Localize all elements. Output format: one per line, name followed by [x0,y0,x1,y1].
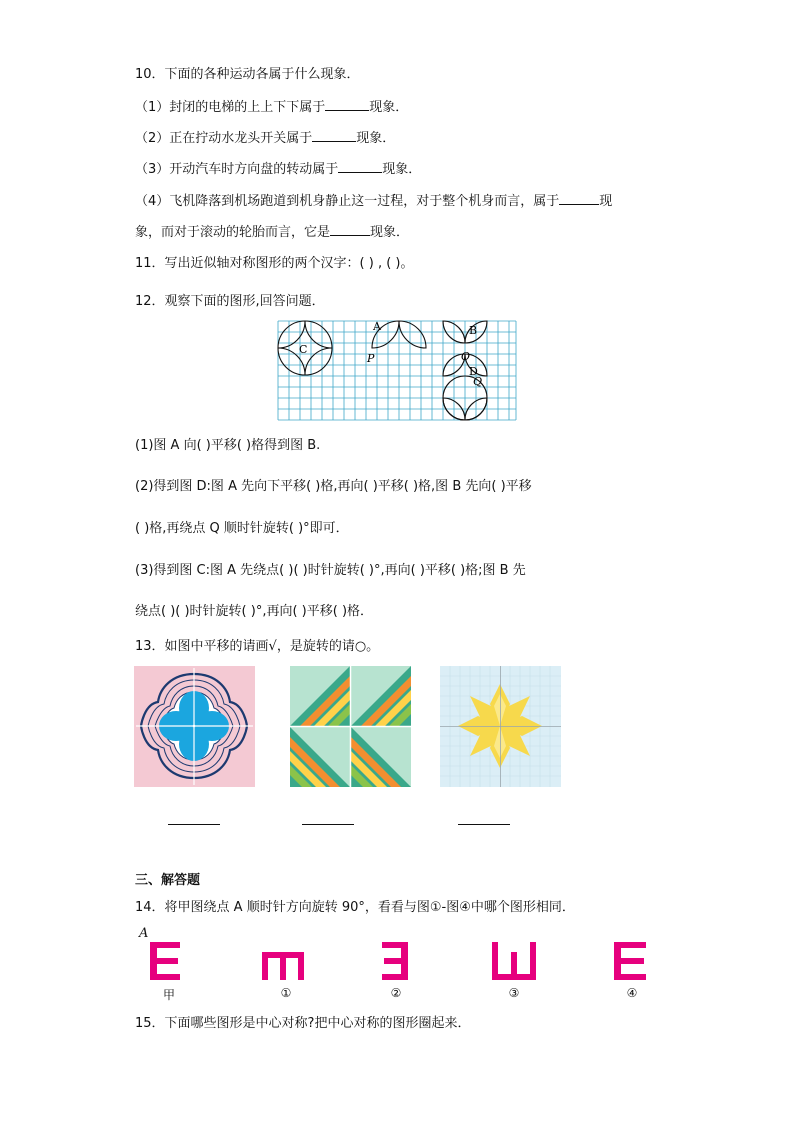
q12-part-3-line2: 绕点( )( )时针旋转( )°,再向( )平移( )格． [135,604,374,619]
q14-figures [140,936,660,984]
label-4: ④ [626,986,638,1000]
section-title: 三、解答题 [135,873,201,888]
figure-3 [492,942,536,980]
q10-item-1-text: （1）封闭的电梯的上上下下属于 [135,100,326,115]
q10-item-4-suffix: 现 [599,194,613,209]
q10-item-4-text: （4）飞机降落到机场跑道到机身静止这一过程，对于整个机身而言，属于 [135,194,560,209]
q10-item-2-suffix: 现象． [356,131,396,146]
q12-title: 12．观察下面的图形,回答问题． [135,294,325,309]
q10-item-4-suffix2: 现象． [370,225,410,240]
q12-grid-figure [277,320,517,421]
q15-title: 15．下面哪些图形是中心对称?把中心对称的图形圈起来． [135,1016,471,1031]
q10-item-1 [135,98,408,117]
figure-1 [262,952,304,980]
q12-part-3-line1: (3)得到图 C:图 A 先绕点( )( )时针旋转( )°,再向( )平移( )格;图 B 先 [135,563,526,578]
label-a: A [373,320,381,333]
label-o: O [461,350,471,363]
q10-item-3-text: （3）开动汽车时方向盘的转动属于 [135,162,339,177]
q10-item-3 [135,160,421,179]
answer-line-3[interactable] [458,824,510,825]
q14-title: 14．将甲图绕点 A 顺时针方向旋转 90°，看看与图①-图④中哪个图形相同． [135,900,575,915]
figure-jia [150,942,180,980]
label-b: B [469,324,478,337]
q10-item-2 [135,129,395,148]
label-d: D [469,365,478,378]
q10-item-4-line2 [135,223,409,242]
answer-line-1[interactable] [168,824,220,825]
q12-part-2-line2: ( )格,再绕点 Q 顺时针旋转( )°即可． [135,521,349,536]
q12-part-2-line1: (2)得到图 D:图 A 先向下平移( )格,再向( )平移( )格,图 B 先向( )平移 [135,479,532,494]
q10-item-4-line1 [135,192,612,211]
label-jia: 甲 [162,988,175,1002]
answer-blank[interactable] [312,129,356,142]
q10-item-4-text2: 象，而对于滚动的轮胎而言，它是 [135,225,331,240]
q13-pattern-flower [134,666,255,787]
label-3: ③ [508,986,520,1000]
q10-item-2-text: （2）正在拧动水龙头开关属于 [135,131,313,146]
figure-2 [382,942,408,980]
q13-title: 13．如图中平移的请画√，是旋转的请○。 [135,639,380,654]
q10-item-3-suffix: 现象． [382,162,422,177]
q10-title: 10．下面的各种运动各属于什么现象． [135,67,360,82]
label-2: ② [390,986,402,1000]
q10-item-1-suffix: 现象． [369,100,409,115]
answer-blank[interactable] [559,192,599,205]
q11-text: 11．写出近似轴对称图形的两个汉字：( ) , ( )。 [135,256,414,271]
figure-4 [614,942,646,980]
q12-part-1: (1)图 A 向( )平移( )格得到图 B. [135,438,321,453]
label-q: Q [473,375,483,388]
answer-blank[interactable] [325,98,369,111]
grid-lines [278,321,516,420]
point-a-label: A [139,926,149,941]
label-1: ① [280,986,292,1000]
answer-blank[interactable] [330,223,370,236]
label-c: C [299,343,308,356]
q13-pattern-stripes [290,666,411,787]
q13-pattern-star [440,666,561,787]
answer-line-2[interactable] [302,824,354,825]
answer-blank[interactable] [338,160,382,173]
label-p: P [367,352,375,365]
